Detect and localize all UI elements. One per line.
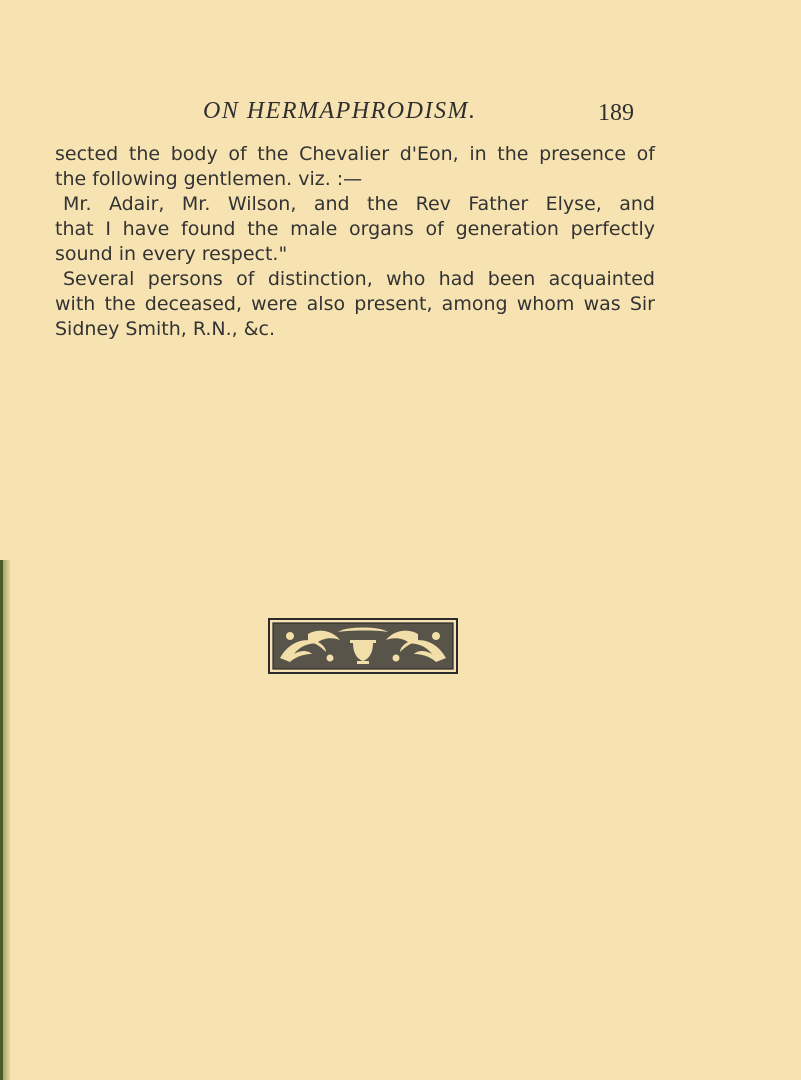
decorative-tailpiece-icon: [268, 618, 458, 674]
text-line: sected the body of the Chevalier d'Eon, in the presence of: [55, 143, 655, 165]
text-line: Mr. Adair, Mr. Wilson, and the Rev Father Elyse, and: [63, 193, 655, 215]
text-line: that I have found the male organs of generation perfectly: [55, 218, 655, 240]
running-title: ON HERMAPHRODISM.: [203, 98, 477, 124]
text-line: sound in every respect.": [55, 243, 288, 265]
page-header: [0, 98, 801, 134]
text-line: Sidney Smith, R.N., &c.: [55, 318, 276, 340]
text-line: with the deceased, were also present, among whom was Sir: [55, 293, 655, 315]
text-line: Several persons of distinction, who had been acquainted: [63, 268, 655, 290]
text-line: the following gentlemen. viz. :—: [55, 168, 363, 190]
page-number: 189: [598, 100, 634, 126]
page-edge-binding: [0, 560, 3, 1080]
body-text: [55, 142, 655, 342]
